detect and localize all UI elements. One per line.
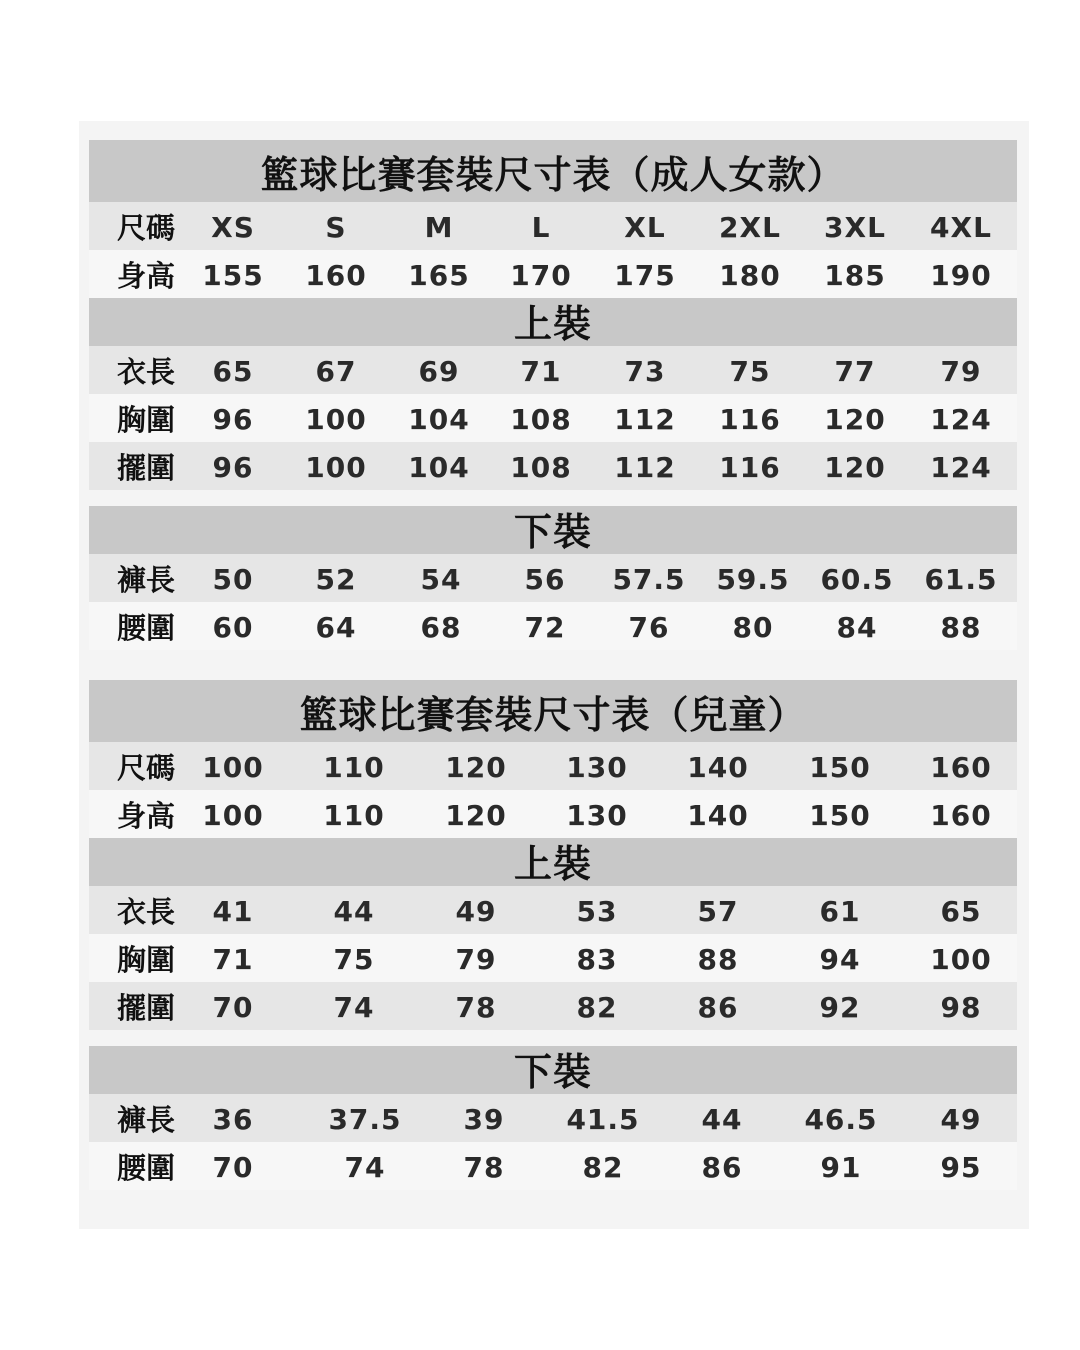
value-cell: 75 [333, 943, 375, 976]
adult-size-table [89, 140, 1017, 650]
value-cell: 108 [510, 451, 572, 484]
value-cell: 80 [732, 611, 774, 644]
value-cell: 72 [524, 611, 566, 644]
value-cell: 70 [212, 1151, 254, 1184]
value-cell: 86 [701, 1151, 743, 1184]
height-cell: 180 [719, 259, 781, 292]
value-cell: 37.5 [328, 1103, 402, 1136]
size-cell: XS [211, 211, 255, 244]
kids-bottom-section-title: 下裝 [89, 1046, 1017, 1094]
value-cell: 79 [940, 355, 982, 388]
height-cell: 170 [510, 259, 572, 292]
height-cell: 185 [824, 259, 886, 292]
value-cell: 60.5 [820, 563, 894, 596]
value-cell: 64 [315, 611, 357, 644]
value-cell: 112 [614, 451, 676, 484]
value-cell: 70 [212, 991, 254, 1024]
kids-top-length-row [89, 886, 1017, 934]
kids-top-section-title: 上裝 [89, 838, 1017, 886]
height-cell: 160 [930, 799, 992, 832]
row-label: 褲長 [117, 563, 176, 597]
value-cell: 57.5 [612, 563, 686, 596]
value-cell: 73 [624, 355, 666, 388]
adult-pants-length-row [89, 554, 1017, 602]
value-cell: 84 [836, 611, 878, 644]
value-cell: 95 [940, 1151, 982, 1184]
value-cell: 74 [344, 1151, 386, 1184]
size-cell: 150 [809, 751, 871, 784]
adult-hem-row [89, 442, 1017, 490]
height-cell: 155 [202, 259, 264, 292]
value-cell: 39 [463, 1103, 505, 1136]
kids-pants-length-row [89, 1094, 1017, 1142]
value-cell: 124 [930, 403, 992, 436]
height-cell: 175 [614, 259, 676, 292]
size-cell: 3XL [824, 211, 886, 244]
value-cell: 41.5 [566, 1103, 640, 1136]
value-cell: 52 [315, 563, 357, 596]
value-cell: 86 [697, 991, 739, 1024]
value-cell: 46.5 [804, 1103, 878, 1136]
size-row-label: 尺碼 [117, 211, 176, 245]
height-cell: 190 [930, 259, 992, 292]
value-cell: 98 [940, 991, 982, 1024]
size-cell: 2XL [719, 211, 781, 244]
value-cell: 60 [212, 611, 254, 644]
row-label: 衣長 [117, 355, 176, 389]
value-cell: 44 [701, 1103, 743, 1136]
value-cell: 100 [305, 403, 367, 436]
value-cell: 49 [455, 895, 497, 928]
adult-chest-row [89, 394, 1017, 442]
size-row-label: 尺碼 [117, 751, 176, 785]
value-cell: 69 [418, 355, 460, 388]
value-cell: 67 [315, 355, 357, 388]
value-cell: 41 [212, 895, 254, 928]
value-cell: 120 [824, 403, 886, 436]
value-cell: 92 [819, 991, 861, 1024]
value-cell: 71 [212, 943, 254, 976]
value-cell: 65 [212, 355, 254, 388]
kids-height-row [89, 790, 1017, 838]
kids-table-title: 籃球比賽套裝尺寸表（兒童） [89, 680, 1017, 742]
value-cell: 36 [212, 1103, 254, 1136]
value-cell: 91 [820, 1151, 862, 1184]
value-cell: 59.5 [716, 563, 790, 596]
value-cell: 94 [819, 943, 861, 976]
height-cell: 110 [323, 799, 385, 832]
adult-size-row [89, 202, 1017, 250]
value-cell: 82 [582, 1151, 624, 1184]
value-cell: 77 [834, 355, 876, 388]
value-cell: 104 [408, 451, 470, 484]
value-cell: 96 [212, 451, 254, 484]
adult-top-section-title: 上裝 [89, 298, 1017, 346]
adult-waist-row [89, 602, 1017, 650]
value-cell: 100 [305, 451, 367, 484]
height-cell: 120 [445, 799, 507, 832]
kids-hem-row [89, 982, 1017, 1030]
value-cell: 116 [719, 451, 781, 484]
size-cell: 100 [202, 751, 264, 784]
value-cell: 112 [614, 403, 676, 436]
value-cell: 71 [520, 355, 562, 388]
size-cell: 130 [566, 751, 628, 784]
size-cell: 140 [687, 751, 749, 784]
row-label: 褲長 [117, 1103, 176, 1137]
value-cell: 88 [697, 943, 739, 976]
value-cell: 120 [824, 451, 886, 484]
value-cell: 100 [930, 943, 992, 976]
value-cell: 78 [455, 991, 497, 1024]
size-cell: 160 [930, 751, 992, 784]
value-cell: 68 [420, 611, 462, 644]
kids-size-row [89, 742, 1017, 790]
value-cell: 88 [940, 611, 982, 644]
height-cell: 130 [566, 799, 628, 832]
value-cell: 75 [729, 355, 771, 388]
height-cell: 150 [809, 799, 871, 832]
kids-waist-row [89, 1142, 1017, 1190]
value-cell: 108 [510, 403, 572, 436]
height-row-label: 身高 [117, 259, 176, 293]
size-cell: 110 [323, 751, 385, 784]
height-cell: 160 [305, 259, 367, 292]
value-cell: 44 [333, 895, 375, 928]
kids-size-table [89, 680, 1017, 1190]
row-label: 擺圍 [117, 991, 176, 1025]
kids-chest-row [89, 934, 1017, 982]
row-label: 擺圍 [117, 451, 176, 485]
value-cell: 124 [930, 451, 992, 484]
height-cell: 140 [687, 799, 749, 832]
size-cell: M [424, 211, 454, 244]
value-cell: 78 [463, 1151, 505, 1184]
row-label: 衣長 [117, 895, 176, 929]
adult-top-length-row [89, 346, 1017, 394]
row-label: 胸圍 [117, 403, 176, 437]
size-cell: 120 [445, 751, 507, 784]
value-cell: 56 [524, 563, 566, 596]
size-cell: L [531, 211, 551, 244]
height-row-label: 身高 [117, 799, 176, 833]
value-cell: 76 [628, 611, 670, 644]
value-cell: 54 [420, 563, 462, 596]
value-cell: 116 [719, 403, 781, 436]
value-cell: 61 [819, 895, 861, 928]
size-cell: XL [624, 211, 666, 244]
adult-table-title: 籃球比賽套裝尺寸表（成人女款） [89, 140, 1017, 202]
value-cell: 74 [333, 991, 375, 1024]
size-cell: 4XL [930, 211, 992, 244]
size-cell: S [325, 211, 347, 244]
value-cell: 50 [212, 563, 254, 596]
value-cell: 53 [576, 895, 618, 928]
row-label: 腰圍 [117, 611, 176, 645]
value-cell: 65 [940, 895, 982, 928]
value-cell: 82 [576, 991, 618, 1024]
value-cell: 79 [455, 943, 497, 976]
value-cell: 49 [940, 1103, 982, 1136]
value-cell: 104 [408, 403, 470, 436]
adult-bottom-section-title: 下裝 [89, 506, 1017, 554]
adult-height-row [89, 250, 1017, 298]
row-label: 腰圍 [117, 1151, 176, 1185]
height-cell: 100 [202, 799, 264, 832]
value-cell: 96 [212, 403, 254, 436]
value-cell: 57 [697, 895, 739, 928]
height-cell: 165 [408, 259, 470, 292]
value-cell: 83 [576, 943, 618, 976]
row-label: 胸圍 [117, 943, 176, 977]
value-cell: 61.5 [924, 563, 998, 596]
